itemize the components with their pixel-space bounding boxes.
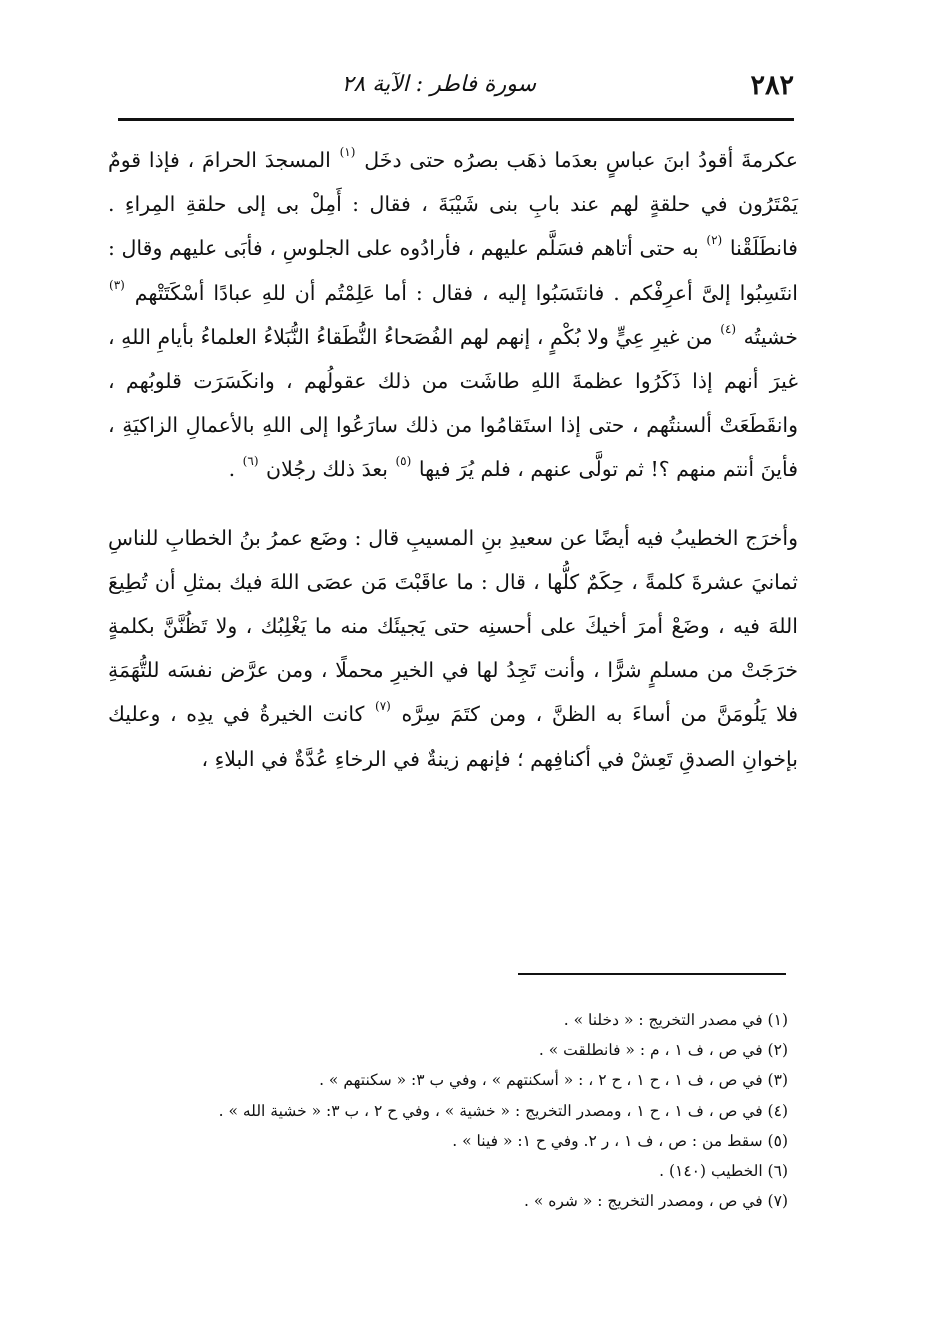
text-run: بعدَ ذلك رجُلان [266, 457, 388, 482]
footnote-4: (٤) في ص ، ف ١ ، ح ١ ، ومصدر التخريج : « خشية » ، وفي ح ٢ ، ب ٣: « خشية الله » . [218, 1101, 788, 1120]
main-text [108, 138, 798, 781]
footnote-ref-3: (٣) [109, 277, 125, 292]
footnote-5: (٥) سقط من : ص ، ف ١ ، ر ٢. وفي ح ١: « فينا » . [452, 1131, 788, 1150]
footnote-6: (٦) الخطيب (١٤٠) . [659, 1162, 788, 1181]
page-header [118, 66, 794, 116]
header-rule [118, 118, 794, 121]
footnote-ref-1: (١) [339, 145, 356, 159]
footnote-ref-6: (٦) [242, 454, 259, 469]
page-number: ٢٨٢ [750, 70, 794, 101]
paragraph-1 [108, 138, 798, 492]
text-run: وأخرَج الخطيبُ فيه أيضًا عن سعيدِ بنِ المسيبِ قال : وضَع عمرُ بنُ الخطابِ للناسِ ثمانيَ عشرةَ كلمةً ، حِكَمٌ كلُّها ، قال : ما عاقَبْتَ مَن عصَى اللهَ فيك بمثلِ أن تُطِيعَ اللهَ فيه ، وضَعْ أمرَ أخيكَ على أحسنِه حتى يَجيئَك منه ما يَغْلِبُك ، ولا تَظُنَّنَّ بكلمةٍ خرَجَتْ من مسلمٍ شرًّا ، وأنت تَجِدُ لها في الخيرِ محملًا ، ومن عرَّض نفسَه للتُّهَمَةِ فلا يَلُومَنَّ من أساءَ به الظنَّ ، ومن كتَمَ سِرَّه [108, 525, 798, 727]
text-run: خشيتُه [743, 324, 798, 349]
footnotes [108, 1005, 788, 1216]
text-run: . [228, 457, 236, 482]
text-run: عكرمةَ أقودُ ابنَ عباسٍ بعدَما ذهَب بصرُه حتى دخَل [364, 148, 798, 172]
footnote-2: (٢) في ص ، ف ١ ، م : « فانطلقت » . [538, 1041, 788, 1060]
text-run: المسجدَ الحرامَ ، فإذا قومٌ يَمْتَرُون في حلقةٍ لهم عند بابِ بنى شَيْبَةَ ، فقال : أَمِلْ بى إلى حلقةِ المِراءِ . فانطَلَقْنا [108, 148, 798, 261]
paragraph-2 [108, 516, 798, 781]
text-run: كانت الخيرةُ في يدِه ، وعليك بإخوانِ الصدقِ تَعِشْ في أكنافِهم ؛ فإنهم زينةٌ في الرخاءِ عُدَّةٌ في البلاءِ ، [108, 702, 798, 771]
footnote-7: (٧) في ص ، ومصدر التخريج : « شره » . [524, 1192, 788, 1211]
footnote-ref-7: (٧) [375, 699, 391, 714]
footnote-1: (١) في مصدر التخريج : « دخلنا » . [563, 1011, 788, 1029]
footnote-3: (٣) في ص ، ف ١ ، ح ١ ، ح ٢ ، : « أسكنتهم » ، وفي ب ٣: « سكنتهم » . [319, 1071, 788, 1090]
text-run: من غيرِ عِيٍّ ولا بُكْمٍ ، إنهم لهم الفُصَحاءُ النُّطَقاءُ النُّبَلاءُ العلماءُ بأيامِ اللهِ ، غيرَ أنهم إذا ذَكَرُوا عظمةَ اللهِ طاشَت من ذلك عقولُهم ، وانكَسَرَت قلوبُهم ، وانقَطَعَتْ ألسنتُهم ، حتى إذا استَقامُوا من ذلك سارَعُوا إلى اللهِ بالأعمالِ الزاكيَةِ ، فأينَ أنتم منهم ؟! ثم تولَّى عنهم ، فلم يُرَ فيها [108, 324, 798, 482]
text-run: به حتى أتاهم فسَلَّم عليهم ، فأرادُوه على الجلوسِ ، فأبَى عليهم وقال : انتَسِبُوا إلىَّ أعرِفْكم . فانتَسَبُوا إليه ، فقال : أما عَلِمْتُم أن للهِ عبادًا أسْكَتَتْهم [108, 236, 798, 305]
footnote-rule [518, 973, 786, 975]
footnote-ref-4: (٤) [720, 321, 737, 336]
footnote-ref-5: (٥) [395, 454, 412, 469]
running-title: سورة فاطر : الآية ٢٨ [341, 72, 536, 97]
footnote-ref-2: (٢) [706, 233, 723, 248]
